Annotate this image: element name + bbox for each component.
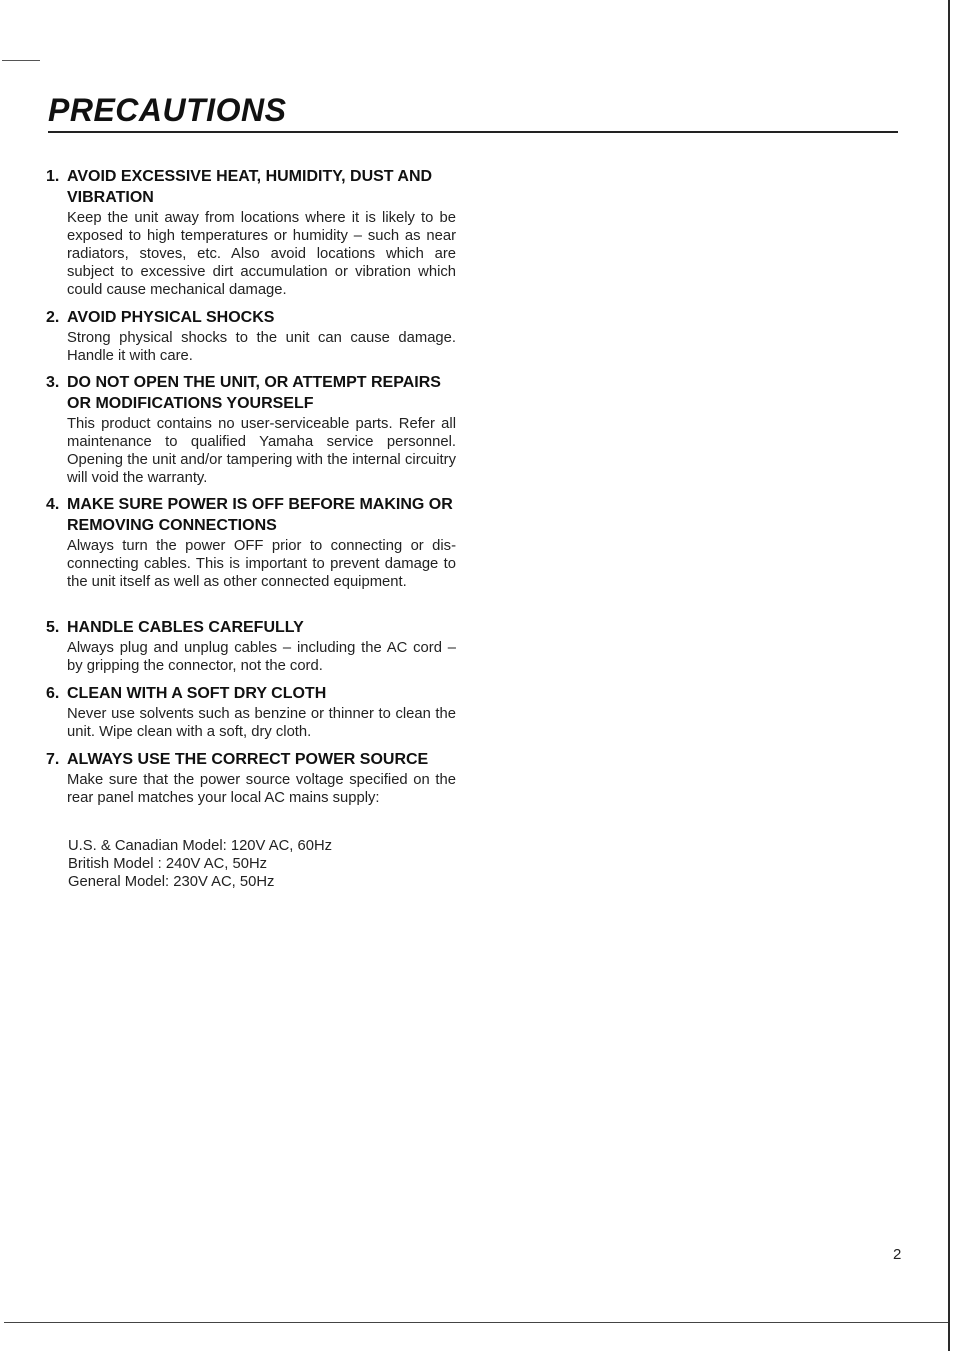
section-number: 6. (46, 685, 60, 702)
section-heading (46, 749, 456, 770)
section-body: Strong physical shocks to the unit can cause damage. Handle it with care. (67, 330, 456, 364)
section-heading (46, 307, 456, 328)
section-body: This product contains no user-serviceable parts. Refer all maintenance to qualified Yamaha service personnel. Opening the unit and/or tampering with the internal circuitry will void the warranty. (67, 416, 456, 486)
section-title: HANDLE CABLES CAREFULLY (67, 619, 304, 636)
scan-edge-right (948, 0, 950, 1351)
section-heading (46, 683, 456, 704)
section-number: 5. (46, 619, 60, 636)
section-title: MAKE SURE POWER IS OFF BEFORE MAKING OR REMOVING CONNECTIONS (67, 496, 453, 534)
section-body: Keep the unit away from locations where it is likely to be exposed to high temperatures or humidity – such as near radiators, stoves, etc. Also avoid locations which are subject to excessive dirt accumulation or vibration which could cause mechanical damage. (67, 210, 456, 298)
power-model-general: General Model: 230V AC, 50Hz (68, 874, 275, 890)
page-title: PRECAUTIONS (48, 92, 287, 128)
section-number: 7. (46, 751, 60, 768)
section-heading (46, 494, 456, 536)
section-number: 3. (46, 374, 60, 391)
precaution-section-7 (46, 749, 456, 807)
section-number: 1. (46, 168, 60, 185)
page-number: 2 (893, 1246, 902, 1263)
scan-mark-top (2, 60, 40, 61)
section-body: Never use solvents such as benzine or thinner to clean the unit. Wipe clean with a soft, dry cloth. (67, 706, 456, 740)
section-title: DO NOT OPEN THE UNIT, OR ATTEMPT REPAIRS OR MODIFICATIONS YOURSELF (67, 374, 441, 412)
power-model-british: British Model : 240V AC, 50Hz (68, 856, 268, 872)
section-body: Make sure that the power source voltage specified on the rear panel matches your local AC mains supply: (67, 772, 456, 806)
section-title: AVOID PHYSICAL SHOCKS (67, 309, 275, 326)
section-heading (46, 617, 456, 638)
section-heading (46, 372, 456, 414)
section-number: 4. (46, 496, 60, 513)
section-title: AVOID EXCESSIVE HEAT, HUMIDITY, DUST AND VIBRATION (67, 168, 433, 206)
precaution-section-5 (46, 617, 456, 675)
title-rule (48, 131, 898, 133)
section-heading (46, 166, 456, 208)
section-number: 2. (46, 309, 60, 326)
precaution-section-2 (46, 307, 456, 365)
precaution-section-4 (46, 494, 456, 591)
power-model-list (68, 837, 332, 891)
precaution-section-1 (46, 166, 456, 299)
section-title: CLEAN WITH A SOFT DRY CLOTH (67, 685, 327, 702)
section-body: Always turn the power OFF prior to connecting or disconnecting cables. This is important to prevent damage to the unit itself as well as other connected equipment. (67, 538, 456, 590)
power-model-us-canada: U.S. & Canadian Model: 120V AC, 60Hz (68, 838, 333, 854)
section-body: Always plug and unplug cables – including the AC cord – by gripping the connector, not the cord. (67, 640, 456, 674)
section-title: ALWAYS USE THE CORRECT POWER SOURCE (67, 751, 429, 768)
precaution-section-3 (46, 372, 456, 487)
precaution-section-6 (46, 683, 456, 741)
footer-rule (4, 1322, 948, 1323)
